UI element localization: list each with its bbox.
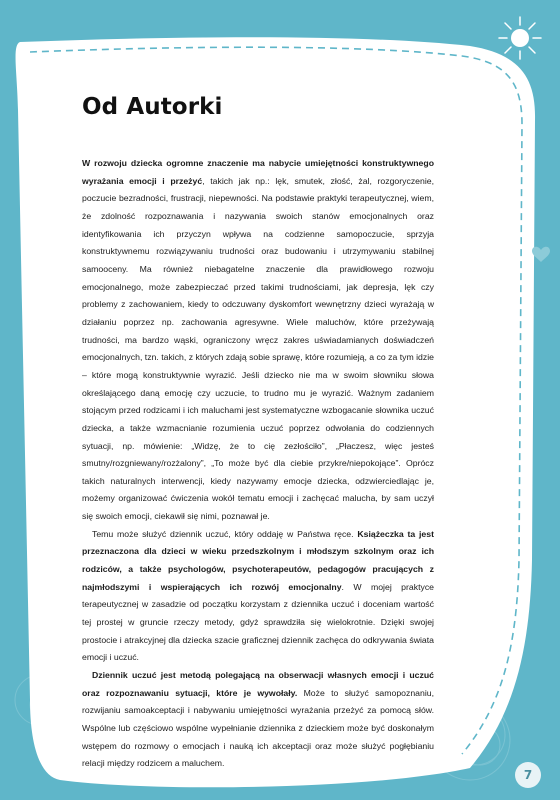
sun-icon xyxy=(499,17,541,59)
page-number: 7 xyxy=(515,762,541,788)
heart-icon xyxy=(532,247,550,262)
text-segment: , takich jak np.: lęk, smutek, złość, żal, rozgoryczenie, poczucie bezradności, frustracji, niepewności. Na podstawie praktyki terapeutycznej, wiem, że zdolność rozpoznawania i nazywania swoich stanów emocjonalnych oraz identyfikowania ich przyczyn wpływa na codzienne samopoczucie, sprzyja konstruktywnemu rozwiązywaniu trudności oraz budowaniu i utrzymywaniu stabilnej samooceny. Ma również niebagatelne znaczenie dla prawidłowego rozwoju emocjonalnego, może zabezpieczać przed takimi trudnościami, jak depresja, lęk czy problemy z zachowaniem, kiedy to odczuwany dyskomfort wewnętrzny dzieci wyrażają w działaniu poprzez np. zachowania agresywne. Wiele maluchów, które przeżywają trudności, ma bardzo wąski, ograniczony wręcz zakres uświadamianych doświadczeń emocjonalnych, tzn. takich, z których zdają sobie sprawę, które rozumieją, a co za tym idzie – które mogą konstruktywnie wyrazić. Jeśli dziecko nie ma w swoim słowniku słowa określającego daną emocję czy uczucie, to trudno mu je wyrazić. Ważnym zadaniem stojącym przed rodzicami i ich maluchami jest systematyczne wzbogacanie słownika uczuć dziecka, a także wzmacnianie rozumienia uczuć poprzez odwołania do codziennych sytuacji, np. mówienie: „Widzę, że to cię zezłościło”, „Płaczesz, więc jesteś smutny/rozgniewany/rozżalony”, „To może być dla ciebie przykre/niepokojące”. Oprócz takich naturalnych interwencji, kiedy nazywamy emocje dziecka, odzwierciedlając je, możemy organizować ćwiczenia wokół tematu emocji i zachęcać malucha, by sam uczył się swoich emocji, ciekawił się nimi, poznawał je. xyxy=(82,175,435,522)
page-title: Od Autorki xyxy=(82,94,223,120)
body-text xyxy=(82,155,434,773)
text-segment: Temu może służyć dziennik uczuć, który oddaję w Państwa ręce. xyxy=(92,528,358,539)
bold-text: Dziennik uczuć jest metodą polegającą na obserwacji własnych emocji i uczuć oraz rozpoznawaniu sytuacji, które je wywołały. xyxy=(82,670,434,698)
paragraph xyxy=(82,667,434,773)
bold-text: W rozwoju dziecka ogromne znaczenie ma nabycie umiejętności konstruktywnego wyrażania emocji i przeżyć xyxy=(82,158,434,186)
text-segment: . W mojej praktyce terapeutycznej w zasadzie od początku korzystam z dziennika uczuć i doceniam wartość tej prostej w gruncie rzeczy metody, gdyż sprawdziła się wielokrotnie. Dzięki swojej prostocie i atrakcyjnej dla dziecka szacie graficznej dziennik zachęca do odkrywania świata emocji i uczuć. xyxy=(82,581,434,663)
paragraph xyxy=(82,526,434,667)
bold-text: Książeczka ta jest przeznaczona dla dzieci w wieku przedszkolnym i młodszym szkolnym oraz ich rodziców, a także psychologów, psychoterapeutów, pedagogów pracujących z najmłodszymi i wspierających ich rozwój emocjonalny xyxy=(82,528,434,592)
text-segment: Może to służyć samopoznaniu, rozwijaniu samoakceptacji i nabywaniu umiejętności wyrażania przeżyć za pomocą słów. Wspólne lub częściowo wspólne wypełnianie dziennika z dzieckiem może być doskonałym wstępem do rozmowy o emocjach i nauką ich akceptacji oraz może służyć pogłębianiu relacji między rodzicem a maluchem. xyxy=(82,687,435,769)
paragraph xyxy=(82,155,434,526)
